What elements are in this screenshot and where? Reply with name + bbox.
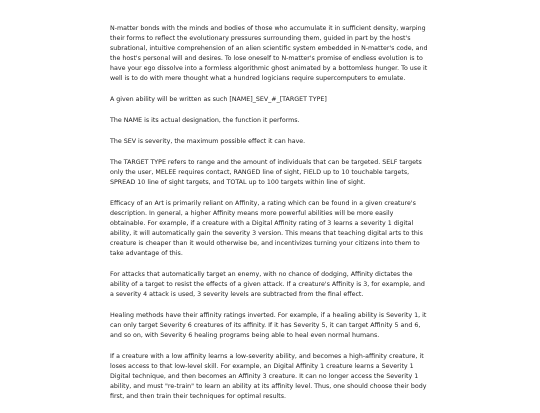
paragraph-name-definition: The NAME is its actual designation, the function it performs. xyxy=(110,117,300,124)
paragraph-attack-resistance: For attacks that automatically target an enemy, with no chance of dodging, Affinity dictates the ability of a target to resist the effects of a given attack. If a creature's Affinity is 3, for example, and a severity 4 attack is used, 3 severity levels are subtracted from the final effect. xyxy=(110,271,425,298)
paragraph-target-type-definition: The TARGET TYPE refers to range and the amount of individuals that can be targeted. SELF targets only the user, MELEE requires contact, RANGED line of sight, FIELD up to 10 touchable targets, SPREAD 10 line of sight targets, and TOTAL up to 100 targets within line of sight. xyxy=(110,159,422,186)
paragraph-affinity-retraining: If a creature with a low affinity learns a low-severity ability, and becomes a high-affinity creature, it loses access to that low-level skill. For example, an Digital Affinity 1 creature learns a Severity 1 Digital technique, and then becomes an Affinity 3 creature. It can no longer access the Severity 1 ability, and must "re-train" to learn an ability at its affinity level. Thus, one should choose their body first, and then train their techniques for optimal results. xyxy=(110,353,427,400)
paragraph-sev-definition: The SEV is severity, the maximum possible effect it can have. xyxy=(110,138,306,145)
paragraph-ability-format: A given ability will be written as such [NAME]_SEV_#_[TARGET TYPE] xyxy=(110,96,327,103)
paragraph-affinity-efficacy: Efficacy of an Art is primarily reliant on Affinity, a rating which can be found in a given creature's description. In general, a higher Affinity means more powerful abilities will be more easily obtainable. For example, if a creature with a Digital Affinity rating of 3 learns a severity 1 digital ability, it will automatically gain the severity 3 version. This means that teaching digital arts to this creature is cheaper than it would otherwise be, and incentivizes turning your citizens into them to take advantage of this. xyxy=(110,200,423,257)
paragraph-healing-methods: Healing methods have their affinity ratings inverted. For example, if a healing ability is Severity 1, it can only target Severity 6 creatures of its affinity. If it has Severity 5, it can target Affinity 5 and 6, and so on, with Severity 6 healing programs being able to heal even normal humans. xyxy=(110,312,427,339)
paragraph-n-matter-intro: N-matter bonds with the minds and bodies of those who accumulate it in sufficient density, warping their forms to reflect the evolutionary pressures surrounding them, guided in part by the host's subrational, intuitive comprehension of an alien scientific system embedded in N-matter's code, and the host's personal will and desires. To lose oneself to N-matter's promise of endless evolution is to have your ego dissolve into a formless algorithmic ghost animated by a bottomless hunger. To use it well is to do with mere thought what a hundred logicians require supercomputers to emulate. xyxy=(110,25,428,82)
document-body xyxy=(110,24,430,413)
